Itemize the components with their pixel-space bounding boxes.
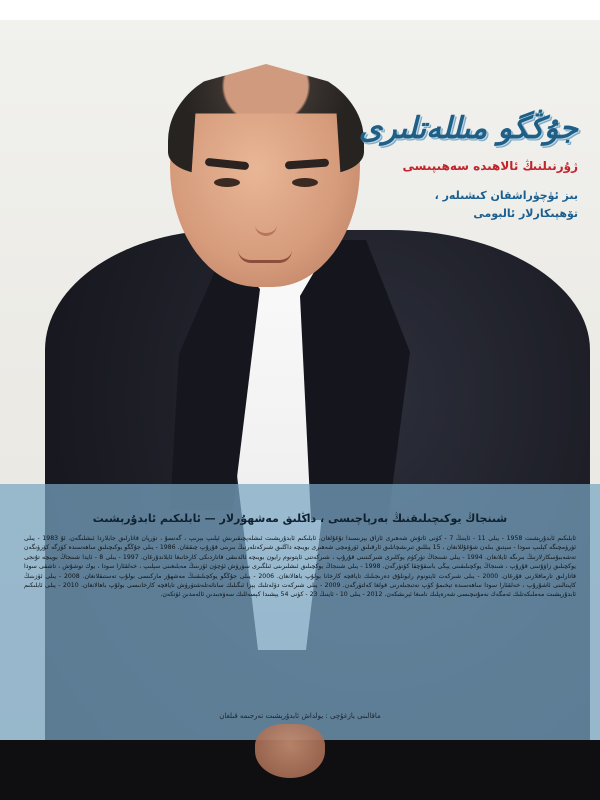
article-title: شىنجاڭ يوكىچىلىقنىڭ بەرپاچىسى ، داڭلىق مەشھۇرلار — ئابلىكىم ئابدۇرېشىت — [92, 512, 508, 525]
magazine-logo-title: جۇڭگو مىللەتلىرى — [358, 111, 578, 146]
article-body: ئابلىكىم ئابدۇرېشىت 1958 - يىلى 11 - ئاينىڭ 7 - كۈنى ئاتۇش شەھىرى ئازاق يېزىسىدا تۇغۇلغان. ئابلىكىم ئابدۇرېشىت ئىشلەپچىقىرىش ئېلىپ بېرىپ ، گەنسۇ ، تۈرپان قاتارلىق جايلاردا ئىشلىگەن. ئۇ 1983 - يىلى ئۈرۈمچىگە كېلىپ سودا - سېتىق بىلەن شۇغۇللانغان ، 15 يىللىق تىرىشچانلىق ئارقىلىق ئۈرۈمچى شەھىرى بويىچە داڭلىق شىركەتلەرنىڭ بىرىنى قۇرۇپ چىققان. 1986 - يىلى جۇڭگو يوكىچىلىق ساھەسىدە كۆزگە كۆرۈنگەن تەشەببۇسكارلارنىڭ بىرىگە ئايلانغان. 1994 - يىلى شىنجاڭ تۈركۈم يوكلىرى شىركىتىنى قۇرۇپ ، شىركەتنى ئاپتونوم رايون بويىچە ئالدىنقى قاتاردىكى كارخانىغا ئايلاندۇرغان. 1997 - يىلى 8 - ئايدا شىنجاڭ بويىچە تۇنجى يوكچىلىق زاۋۇتىنى قۇرۇپ ، شىنجاڭ يوكچىلىقىنى يېڭى باسقۇچقا كۆتۈرگەن. 1998 - يىلى شىنجاڭ يوكچىلىق ئىشلىرىنى ئىلگىرى سۈرۈش ئۈچۈن ئۆزىنىڭ مەبلىغىنى سېلىپ ، خەلقئارا سودا ، يوك توشۇش ، تاشقى سودا قاتارلىق تارماقلارنى قۇرغان. 2000 - يىلى شىركەت ئاپتونوم رايونلۇق دەرىجىلىك تاياقچە كارخانا بولۇپ باھالانغان. 2006 - يىلى جۇڭگو يوكچىلىقنىڭ مەشھۇر ماركىسى بولۇپ تەستىقلانغان. 2008 - يىلى ئۆزىنىڭ كاپىتالىنى ئاشۇرۇپ ، خەلقئارا سودا ساھەسىدە تېخىمۇ كۆپ نەتىجىلەرنى قولغا كەلتۈرگەن. 2009 - يىلى شىركەت دۆلەتلىك يېزا ئىگىلىك سانائەتلەشتۈرۈش تاياقچە كارخانىسى بولۇپ باھالانغان. 2010 - يىلى ئابلىكىم ئابدۇرېشىت مەملىكەتلىك ئەمگەك نەمۇنىچىسى شەرەپلىك نامىغا ئېرىشكەن. 2012 - يىلى 10 - ئاينىڭ 23 - كۈنى 54 يېشىدا كېسەللىك سەۋەبىدىن ئالەمدىن ئۆتكەن. — [24, 535, 576, 599]
subtitle-line-1: بىز ئۈچۈراشقان كىشىلەر ، — [434, 189, 578, 202]
subtitle-line-2: تۆھپىكارلار ئالبومى — [473, 207, 578, 221]
portrait-hands — [255, 724, 325, 778]
portrait-nose — [255, 195, 277, 236]
portrait-eye-right — [292, 178, 318, 187]
portrait-mouth — [238, 250, 292, 263]
section-subtitle — [358, 187, 578, 223]
header-block — [358, 112, 578, 223]
section-category: ژۇرنىلنىڭ ئالاھىدە سەھىپىسى — [402, 159, 578, 173]
article-footer: ماقالىنى يازغۇچى : يولداش ئابدۇرېشىت تەرجىمە قىلغان — [219, 712, 381, 720]
portrait-eye-left — [214, 178, 240, 187]
